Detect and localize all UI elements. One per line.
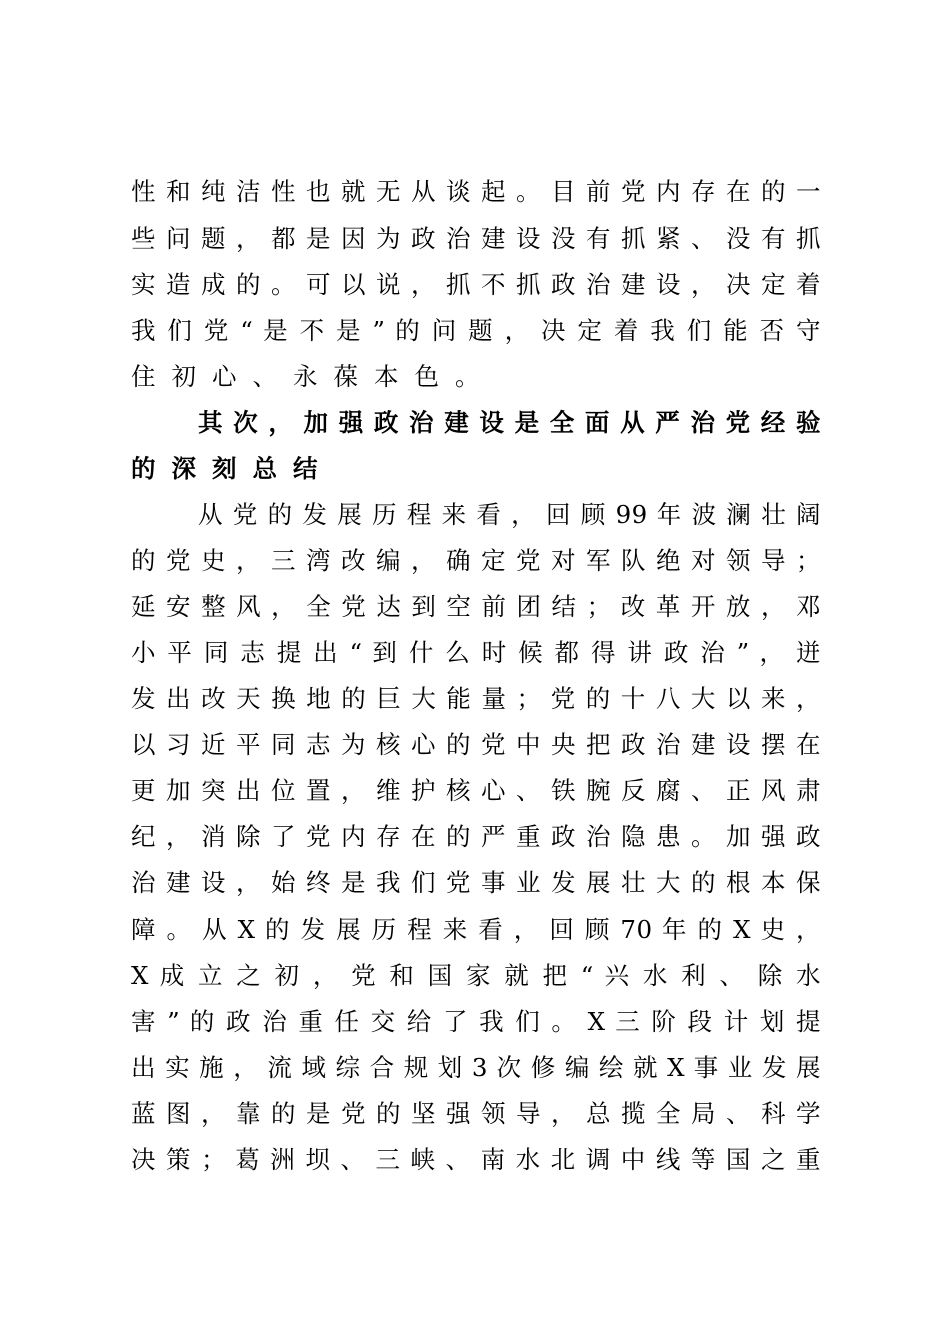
section-heading-line: 的深刻总结 (131, 454, 334, 483)
paragraph-line: 的 党 史 ， 三 湾 改 编 ， 确 定 党 对 军 队 绝 对 领 导 ； (131, 546, 821, 575)
paragraph-line: X 成 立 之 初 ， 党 和 国 家 就 把 “ 兴 水 利 、 除 水 (131, 961, 821, 990)
paragraph-line: 出 实 施 ， 流 域 综 合 规 划 3 次 修 编 绘 就 X 事 业 发 展 (131, 1053, 821, 1082)
paragraph-line: 更 加 突 出 位 置 ， 维 护 核 心 、 铁 腕 反 腐 、 正 风 肃 (131, 776, 821, 805)
paragraph-line: 实 造 成 的 。 可 以 说 ， 抓 不 抓 政 治 建 设 ， 决 定 着 (131, 270, 821, 299)
paragraph-line: 延 安 整 风 ， 全 党 达 到 空 前 团 结 ； 改 革 开 放 ， 邓 (131, 592, 821, 621)
paragraph-line: 以 习 近 平 同 志 为 核 心 的 党 中 央 把 政 治 建 设 摆 在 (131, 730, 821, 759)
paragraph-line: 从 党 的 发 展 历 程 来 看 ， 回 顾 99 年 波 澜 壮 阔 (198, 500, 821, 529)
paragraph-line: 决 策 ； 葛 洲 坝 、 三 峡 、 南 水 北 调 中 线 等 国 之 重 (131, 1145, 821, 1174)
paragraph-line: 住初心、永葆本色。 (131, 362, 496, 391)
section-heading-line: 其 次 ， 加 强 政 治 建 设 是 全 面 从 严 治 党 经 验 (198, 408, 821, 437)
paragraph-line: 蓝 图 ， 靠 的 是 党 的 坚 强 领 导 ， 总 揽 全 局 、 科 学 (131, 1099, 821, 1128)
paragraph-line: 治 建 设 ， 始 终 是 我 们 党 事 业 发 展 壮 大 的 根 本 保 (131, 868, 821, 897)
paragraph-line: 些 问 题 ， 都 是 因 为 政 治 建 设 没 有 抓 紧 、 没 有 抓 (131, 224, 821, 253)
paragraph-line: 障 。 从 X 的 发 展 历 程 来 看 ， 回 顾 70 年 的 X 史 ， (131, 915, 821, 944)
paragraph-line: 我 们 党 “ 是 不 是 ” 的 问 题 ， 决 定 着 我 们 能 否 守 (131, 316, 821, 345)
paragraph-line: 害 ” 的 政 治 重 任 交 给 了 我 们 。 X 三 阶 段 计 划 提 (131, 1007, 821, 1036)
paragraph-line: 性 和 纯 洁 性 也 就 无 从 谈 起 。 目 前 党 内 存 在 的 一 (131, 177, 821, 206)
paragraph-line: 纪 ， 消 除 了 党 内 存 在 的 严 重 政 治 隐 患 。 加 强 政 (131, 822, 821, 851)
paragraph-line: 小 平 同 志 提 出 “ 到 什 么 时 候 都 得 讲 政 治 ” ， 迸 (131, 638, 821, 667)
paragraph-line: 发 出 改 天 换 地 的 巨 大 能 量 ； 党 的 十 八 大 以 来 ， (131, 684, 821, 713)
